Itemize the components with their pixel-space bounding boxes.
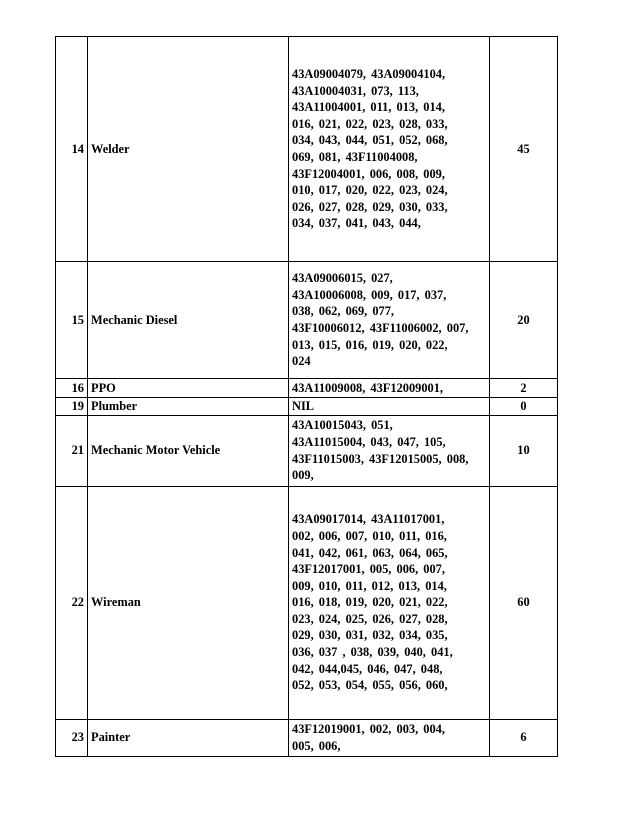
trade-name-cell: Mechanic Diesel [88, 262, 289, 379]
count-cell: 6 [490, 719, 558, 756]
serial-number-cell: 23 [56, 719, 88, 756]
table-row [56, 486, 558, 719]
trade-name-cell: Mechanic Motor Vehicle [88, 415, 289, 486]
count-cell: 2 [490, 379, 558, 398]
trade-name-cell: Welder [88, 37, 289, 262]
count-cell: 10 [490, 415, 558, 486]
count-cell: 20 [490, 262, 558, 379]
serial-number-cell: 22 [56, 486, 88, 719]
serial-number-cell: 19 [56, 398, 88, 416]
table-row [56, 398, 558, 416]
roll-numbers-cell: 43A11009008, 43F12009001, [289, 379, 490, 398]
roll-numbers-cell: 43A09004079, 43A09004104, 43A10004031, 073, 113, 43A11004001, 011, 013, 014, 016, 021, 022, 023, 028, 033, 034, 043, 044, 051, 052, 068, 069, 081, 43F11004008, 43F12004001, 006, 008, 009, 010, 017, 020, 022, 023, 024, 026, 027, 028, 029, 030, 033, 034, 037, 041, 043, 044, [289, 37, 490, 262]
count-cell: 0 [490, 398, 558, 416]
serial-number-cell: 21 [56, 415, 88, 486]
table-row [56, 415, 558, 486]
serial-number-cell: 15 [56, 262, 88, 379]
table-row [56, 719, 558, 756]
roll-numbers-cell: NIL [289, 398, 490, 416]
count-cell: 60 [490, 486, 558, 719]
table-row [56, 379, 558, 398]
table-row [56, 37, 558, 262]
roll-numbers-cell: 43A09006015, 027, 43A10006008, 009, 017, 037, 038, 062, 069, 077, 43F10006012, 43F11006002, 007, 013, 015, 016, 019, 020, 022, 024 [289, 262, 490, 379]
serial-number-cell: 14 [56, 37, 88, 262]
trade-results-table [55, 36, 558, 757]
roll-numbers-cell: 43A10015043, 051, 43A11015004, 043, 047, 105, 43F11015003, 43F12015005, 008, 009, [289, 415, 490, 486]
trade-name-cell: Plumber [88, 398, 289, 416]
trade-name-cell: Wireman [88, 486, 289, 719]
trade-name-cell: Painter [88, 719, 289, 756]
table-row [56, 262, 558, 379]
serial-number-cell: 16 [56, 379, 88, 398]
roll-numbers-cell: 43F12019001, 002, 003, 004, 005, 006, [289, 719, 490, 756]
count-cell: 45 [490, 37, 558, 262]
trade-name-cell: PPO [88, 379, 289, 398]
roll-numbers-cell: 43A09017014, 43A11017001, 002, 006, 007, 010, 011, 016, 041, 042, 061, 063, 064, 065, 43F12017001, 005, 006, 007, 009, 010, 011, 012, 013, 014, 016, 018, 019, 020, 021, 022, 023, 024, 025, 026, 027, 028, 029, 030, 031, 032, 034, 035, 036, 037 , 038, 039, 040, 041, 042, 044,045, 046, 047, 048, 052, 053, 054, 055, 056, 060, [289, 486, 490, 719]
